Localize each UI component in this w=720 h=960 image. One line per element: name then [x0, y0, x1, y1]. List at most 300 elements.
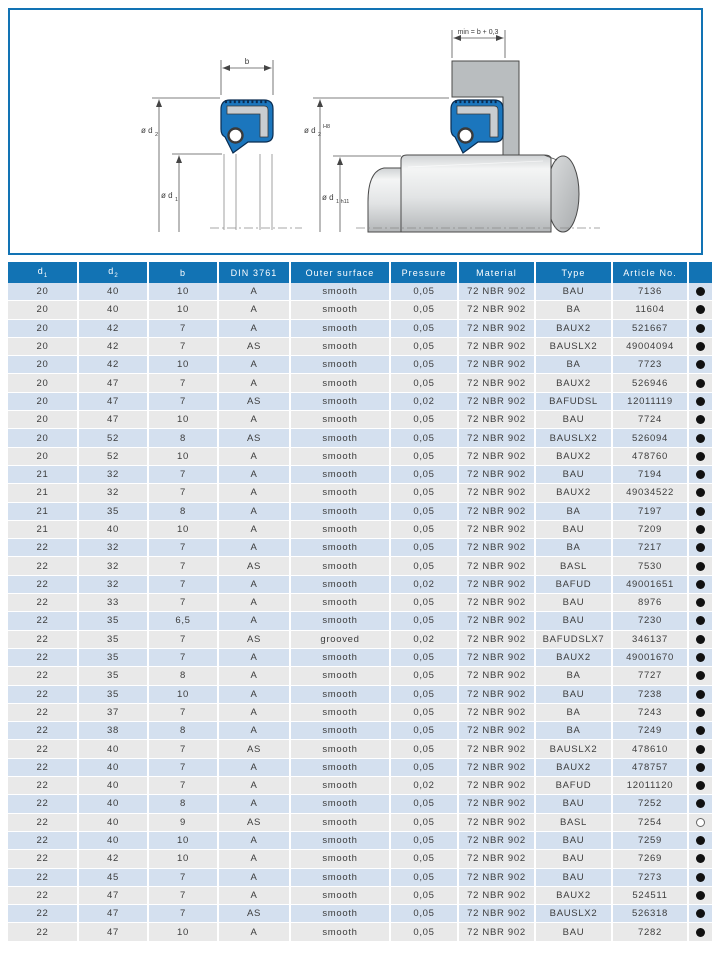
cell-outer-surface: smooth [290, 612, 390, 630]
cell-d2: 47 [78, 886, 148, 904]
cell-material: 72 NBR 902 [458, 465, 535, 483]
cell-d2: 35 [78, 630, 148, 648]
cell-pressure: 0,05 [390, 923, 458, 941]
cell-pressure: 0,05 [390, 301, 458, 319]
cell-din-3761: A [218, 850, 290, 868]
cell-b: 7 [148, 484, 218, 502]
table-row [8, 283, 712, 301]
cell-outer-surface: smooth [290, 703, 390, 721]
cell-type: BAUX2 [535, 484, 612, 502]
table-row [8, 557, 712, 575]
cell-d1: 22 [8, 594, 78, 612]
cell-article-no: 346137 [612, 630, 688, 648]
cell-d2: 40 [78, 831, 148, 849]
cell-pressure: 0,05 [390, 447, 458, 465]
cell-d2: 47 [78, 411, 148, 429]
cell-article-no: 8976 [612, 594, 688, 612]
cell-availability [688, 722, 712, 740]
cell-pressure: 0,02 [390, 392, 458, 410]
cell-din-3761: AS [218, 392, 290, 410]
cell-pressure: 0,05 [390, 465, 458, 483]
table-row [8, 465, 712, 483]
cell-din-3761: A [218, 868, 290, 886]
cell-type: BAUX2 [535, 886, 612, 904]
cell-type: BAUSLX2 [535, 337, 612, 355]
cell-b: 10 [148, 850, 218, 868]
cell-outer-surface: smooth [290, 886, 390, 904]
table-row [8, 429, 712, 447]
cell-d2: 37 [78, 703, 148, 721]
cell-material: 72 NBR 902 [458, 356, 535, 374]
cell-din-3761: A [218, 484, 290, 502]
cell-b: 10 [148, 831, 218, 849]
table-row [8, 374, 712, 392]
cell-d1: 22 [8, 612, 78, 630]
cell-din-3761: AS [218, 429, 290, 447]
cell-outer-surface: smooth [290, 319, 390, 337]
table-row [8, 685, 712, 703]
cell-material: 72 NBR 902 [458, 703, 535, 721]
cell-article-no: 7724 [612, 411, 688, 429]
dim-label-d1-sub: 1 [175, 197, 179, 203]
availability-dot-icon [696, 763, 705, 772]
cell-outer-surface: smooth [290, 795, 390, 813]
cell-b: 8 [148, 722, 218, 740]
cell-article-no: 12011120 [612, 777, 688, 795]
availability-dot-icon [696, 671, 705, 680]
cell-outer-surface: smooth [290, 905, 390, 923]
cell-d2: 42 [78, 337, 148, 355]
table-row [8, 319, 712, 337]
col-header-b: b [148, 262, 218, 283]
cell-outer-surface: smooth [290, 465, 390, 483]
cell-type: BA [535, 667, 612, 685]
cell-material: 72 NBR 902 [458, 484, 535, 502]
table-row [8, 667, 712, 685]
table-row [8, 831, 712, 849]
cell-outer-surface: smooth [290, 831, 390, 849]
cell-outer-surface: smooth [290, 575, 390, 593]
left-figure-dimension-lines [152, 60, 273, 232]
cell-outer-surface: smooth [290, 301, 390, 319]
cell-type: BAFUDSL [535, 392, 612, 410]
cell-b: 6,5 [148, 612, 218, 630]
table-row [8, 356, 712, 374]
table-row [8, 703, 712, 721]
cell-availability [688, 685, 712, 703]
cell-d2: 40 [78, 795, 148, 813]
cell-outer-surface: smooth [290, 648, 390, 666]
cell-availability [688, 465, 712, 483]
cell-availability [688, 374, 712, 392]
availability-dot-icon [696, 434, 705, 443]
cell-pressure: 0,05 [390, 594, 458, 612]
cell-type: BAU [535, 283, 612, 301]
cell-type: BAUSLX2 [535, 740, 612, 758]
cell-din-3761: A [218, 465, 290, 483]
cell-availability [688, 612, 712, 630]
cell-d1: 22 [8, 868, 78, 886]
cell-type: BA [535, 502, 612, 520]
availability-dot-icon [696, 726, 705, 735]
availability-dot-icon [696, 470, 705, 479]
cell-b: 10 [148, 356, 218, 374]
cell-availability [688, 777, 712, 795]
cell-material: 72 NBR 902 [458, 923, 535, 941]
cell-material: 72 NBR 902 [458, 283, 535, 301]
cell-type: BAU [535, 795, 612, 813]
table-row [8, 539, 712, 557]
cell-availability [688, 319, 712, 337]
availability-dot-icon [696, 873, 705, 882]
cell-article-no: 7230 [612, 612, 688, 630]
cell-pressure: 0,05 [390, 667, 458, 685]
cell-material: 72 NBR 902 [458, 502, 535, 520]
cell-outer-surface: smooth [290, 337, 390, 355]
cell-pressure: 0,05 [390, 740, 458, 758]
cell-availability [688, 630, 712, 648]
cell-d1: 22 [8, 703, 78, 721]
cell-article-no: 478760 [612, 447, 688, 465]
cell-availability [688, 831, 712, 849]
cell-pressure: 0,05 [390, 557, 458, 575]
cell-d2: 45 [78, 868, 148, 886]
cell-b: 7 [148, 648, 218, 666]
cell-d1: 20 [8, 356, 78, 374]
cell-pressure: 0,05 [390, 831, 458, 849]
cell-material: 72 NBR 902 [458, 301, 535, 319]
cell-material: 72 NBR 902 [458, 758, 535, 776]
cell-availability [688, 539, 712, 557]
table-row [8, 612, 712, 630]
cell-outer-surface: smooth [290, 374, 390, 392]
cell-material: 72 NBR 902 [458, 905, 535, 923]
dim-label-d2-h8: ø d [304, 126, 316, 135]
cell-b: 10 [148, 447, 218, 465]
availability-dot-icon [696, 507, 705, 516]
cell-d2: 40 [78, 740, 148, 758]
cell-material: 72 NBR 902 [458, 612, 535, 630]
cell-type: BA [535, 301, 612, 319]
table-row [8, 301, 712, 319]
cell-b: 10 [148, 411, 218, 429]
cell-type: BASL [535, 813, 612, 831]
cell-d2: 47 [78, 905, 148, 923]
cell-material: 72 NBR 902 [458, 722, 535, 740]
cell-type: BAUX2 [535, 374, 612, 392]
cell-article-no: 7194 [612, 465, 688, 483]
cell-outer-surface: smooth [290, 539, 390, 557]
availability-dot-icon [696, 909, 705, 918]
shaft [368, 155, 579, 232]
seal-catalog-table [8, 262, 712, 942]
cell-type: BAUX2 [535, 758, 612, 776]
cell-din-3761: A [218, 795, 290, 813]
cell-outer-surface: smooth [290, 502, 390, 520]
cell-d1: 21 [8, 465, 78, 483]
cell-type: BAU [535, 612, 612, 630]
cell-d1: 22 [8, 795, 78, 813]
table-row [8, 520, 712, 538]
cell-article-no: 7727 [612, 667, 688, 685]
cell-type: BAU [535, 520, 612, 538]
cell-din-3761: A [218, 520, 290, 538]
cell-din-3761: A [218, 777, 290, 795]
cell-d1: 22 [8, 685, 78, 703]
availability-dot-icon [696, 543, 705, 552]
cell-article-no: 49004094 [612, 337, 688, 355]
availability-dot-icon [696, 653, 705, 662]
cell-d2: 42 [78, 850, 148, 868]
availability-dot-icon [696, 818, 705, 827]
cell-d1: 22 [8, 886, 78, 904]
col-header-d2: $d_2$ [78, 262, 148, 283]
availability-dot-icon [696, 745, 705, 754]
cell-d2: 40 [78, 813, 148, 831]
cell-outer-surface: smooth [290, 722, 390, 740]
availability-dot-icon [696, 342, 705, 351]
cell-article-no: 49034522 [612, 484, 688, 502]
cell-type: BAUX2 [535, 648, 612, 666]
cell-pressure: 0,05 [390, 411, 458, 429]
cell-b: 7 [148, 886, 218, 904]
cell-outer-surface: smooth [290, 923, 390, 941]
cell-material: 72 NBR 902 [458, 520, 535, 538]
cell-type: BAU [535, 923, 612, 941]
cell-din-3761: AS [218, 630, 290, 648]
col-header-d1: $d_1$ [8, 262, 78, 283]
cell-din-3761: A [218, 612, 290, 630]
table-row [8, 777, 712, 795]
cell-din-3761: A [218, 356, 290, 374]
cell-material: 72 NBR 902 [458, 447, 535, 465]
cell-type: BAU [535, 594, 612, 612]
dim-label-d2-h8-sup: H8 [323, 124, 331, 130]
cell-d2: 38 [78, 722, 148, 740]
availability-dot-icon [696, 928, 705, 937]
cell-d2: 40 [78, 283, 148, 301]
cell-d2: 40 [78, 777, 148, 795]
col-header-article-no: Article No. [612, 262, 688, 283]
cell-d2: 42 [78, 356, 148, 374]
cell-type: BAFUD [535, 777, 612, 795]
table-row [8, 905, 712, 923]
cell-article-no: 7282 [612, 923, 688, 941]
cell-d2: 32 [78, 557, 148, 575]
cell-d2: 40 [78, 758, 148, 776]
cell-material: 72 NBR 902 [458, 337, 535, 355]
cell-b: 9 [148, 813, 218, 831]
cell-outer-surface: smooth [290, 594, 390, 612]
cell-d2: 35 [78, 502, 148, 520]
table-row [8, 594, 712, 612]
table-header-row [8, 262, 712, 283]
cell-din-3761: AS [218, 557, 290, 575]
cell-article-no: 7273 [612, 868, 688, 886]
cell-outer-surface: smooth [290, 813, 390, 831]
cell-article-no: 478610 [612, 740, 688, 758]
cell-availability [688, 850, 712, 868]
availability-dot-icon [696, 452, 705, 461]
availability-dot-icon [696, 415, 705, 424]
cell-material: 72 NBR 902 [458, 557, 535, 575]
cell-din-3761: A [218, 594, 290, 612]
dim-label-d1: ø d [161, 191, 173, 200]
cell-d1: 22 [8, 740, 78, 758]
cell-outer-surface: smooth [290, 740, 390, 758]
cell-material: 72 NBR 902 [458, 319, 535, 337]
cell-d2: 40 [78, 520, 148, 538]
cell-d1: 20 [8, 374, 78, 392]
cell-d2: 52 [78, 447, 148, 465]
cell-article-no: 7252 [612, 795, 688, 813]
cell-d1: 22 [8, 630, 78, 648]
cell-material: 72 NBR 902 [458, 667, 535, 685]
dim-label-b: b [244, 57, 250, 66]
cell-d2: 52 [78, 429, 148, 447]
cell-pressure: 0,05 [390, 520, 458, 538]
table-row [8, 392, 712, 410]
cell-d1: 22 [8, 923, 78, 941]
cell-material: 72 NBR 902 [458, 740, 535, 758]
cell-outer-surface: smooth [290, 667, 390, 685]
cell-material: 72 NBR 902 [458, 374, 535, 392]
cell-outer-surface: smooth [290, 447, 390, 465]
cell-material: 72 NBR 902 [458, 411, 535, 429]
cell-type: BA [535, 703, 612, 721]
cell-din-3761: AS [218, 740, 290, 758]
availability-dot-icon [696, 324, 705, 333]
cell-pressure: 0,05 [390, 722, 458, 740]
cell-d2: 35 [78, 612, 148, 630]
cell-pressure: 0,05 [390, 356, 458, 374]
cell-d2: 47 [78, 392, 148, 410]
cell-d2: 32 [78, 484, 148, 502]
cell-availability [688, 484, 712, 502]
cell-din-3761: A [218, 703, 290, 721]
cell-outer-surface: smooth [290, 356, 390, 374]
cell-d1: 21 [8, 520, 78, 538]
cell-b: 7 [148, 777, 218, 795]
cell-b: 7 [148, 337, 218, 355]
cell-d1: 20 [8, 429, 78, 447]
cell-din-3761: A [218, 831, 290, 849]
cell-pressure: 0,05 [390, 703, 458, 721]
cell-article-no: 7259 [612, 831, 688, 849]
cell-outer-surface: smooth [290, 777, 390, 795]
table-row [8, 630, 712, 648]
cell-pressure: 0,05 [390, 850, 458, 868]
cell-availability [688, 301, 712, 319]
availability-dot-icon [696, 635, 705, 644]
availability-dot-icon [696, 360, 705, 369]
cell-din-3761: A [218, 374, 290, 392]
left-figure-bore-lines [210, 154, 302, 230]
col-header-type: Type [535, 262, 612, 283]
cell-material: 72 NBR 902 [458, 868, 535, 886]
dim-label-min-width: min = b + 0,3 [457, 29, 499, 36]
cell-d2: 35 [78, 667, 148, 685]
cell-din-3761: A [218, 758, 290, 776]
cell-pressure: 0,05 [390, 484, 458, 502]
cell-d2: 32 [78, 465, 148, 483]
col-header-din: DIN 3761 [218, 262, 290, 283]
cell-d1: 22 [8, 722, 78, 740]
availability-dot-icon [696, 836, 705, 845]
cell-din-3761: A [218, 301, 290, 319]
cell-type: BAU [535, 411, 612, 429]
cell-b: 7 [148, 374, 218, 392]
cell-d1: 20 [8, 319, 78, 337]
table-body [8, 283, 712, 941]
cell-article-no: 478757 [612, 758, 688, 776]
cell-b: 7 [148, 740, 218, 758]
cell-material: 72 NBR 902 [458, 539, 535, 557]
cell-din-3761: A [218, 502, 290, 520]
table-row [8, 484, 712, 502]
availability-dot-icon [696, 708, 705, 717]
cell-article-no: 521667 [612, 319, 688, 337]
cell-pressure: 0,05 [390, 283, 458, 301]
cell-availability [688, 411, 712, 429]
availability-dot-icon [696, 562, 705, 571]
cell-d1: 22 [8, 850, 78, 868]
table-row [8, 813, 712, 831]
cell-availability [688, 795, 712, 813]
cell-b: 7 [148, 319, 218, 337]
availability-dot-icon [696, 781, 705, 790]
cell-d1: 22 [8, 813, 78, 831]
cell-din-3761: AS [218, 813, 290, 831]
availability-dot-icon [696, 305, 705, 314]
cell-type: BAUSLX2 [535, 429, 612, 447]
cell-article-no: 11604 [612, 301, 688, 319]
cell-article-no: 7254 [612, 813, 688, 831]
cell-din-3761: A [218, 411, 290, 429]
cell-article-no: 524511 [612, 886, 688, 904]
cell-pressure: 0,05 [390, 905, 458, 923]
table-row [8, 648, 712, 666]
col-header-availability [688, 262, 712, 283]
cell-type: BAUX2 [535, 447, 612, 465]
cell-b: 7 [148, 630, 218, 648]
cell-availability [688, 392, 712, 410]
cell-availability [688, 667, 712, 685]
col-header-material: Material [458, 262, 535, 283]
dim-label-d1-h11: ø d [322, 193, 334, 202]
cell-availability [688, 557, 712, 575]
cell-availability [688, 923, 712, 941]
cell-pressure: 0,05 [390, 319, 458, 337]
cell-type: BAU [535, 868, 612, 886]
cell-d2: 32 [78, 539, 148, 557]
cell-article-no: 7249 [612, 722, 688, 740]
cell-outer-surface: smooth [290, 411, 390, 429]
cell-din-3761: A [218, 283, 290, 301]
cell-d1: 20 [8, 392, 78, 410]
cell-b: 10 [148, 685, 218, 703]
cell-article-no: 526094 [612, 429, 688, 447]
cell-type: BAU [535, 465, 612, 483]
cell-material: 72 NBR 902 [458, 685, 535, 703]
cell-type: BA [535, 539, 612, 557]
table-row [8, 722, 712, 740]
cell-b: 7 [148, 392, 218, 410]
availability-dot-icon [696, 616, 705, 625]
cell-b: 10 [148, 301, 218, 319]
cell-din-3761: AS [218, 337, 290, 355]
cell-din-3761: A [218, 685, 290, 703]
